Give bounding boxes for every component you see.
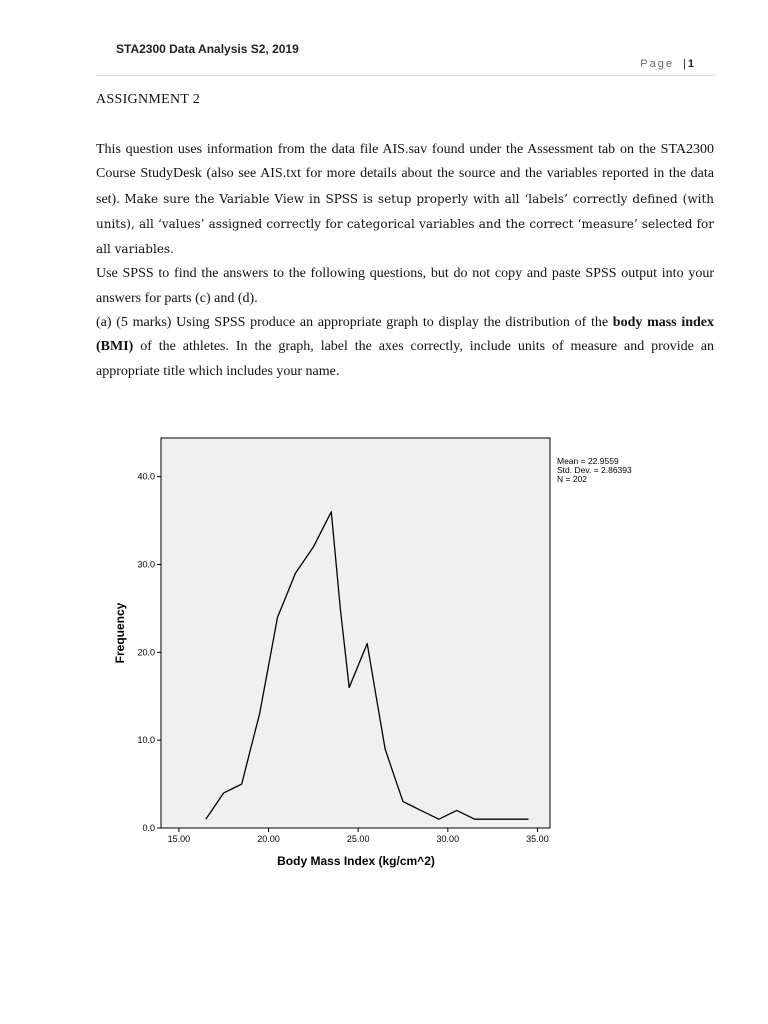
x-tick-label: 25.00 xyxy=(346,834,370,844)
stat-line: Std. Dev. = 2.86393 xyxy=(557,465,632,475)
part-a-text-end: of the athletes. In the graph, label the axes correctly, include units of measure and provide an appropriate title which includes your name. xyxy=(96,339,714,379)
page-label: Page xyxy=(640,58,674,70)
y-tick-label: 30.0 xyxy=(137,559,155,570)
instructions-text: Make sure the Variable View in SPSS is setup properly with all ‘labels’ correctly defined (with units), all ‘values’ assigned correctly for categorical variables and the correct ‘measure’ selected for all variables. xyxy=(96,191,714,257)
course-title: STA2300 Data Analysis S2, 2019 xyxy=(116,42,299,56)
y-tick-label: 20.0 xyxy=(137,647,155,658)
assignment-heading: ASSIGNMENT 2 xyxy=(96,92,201,107)
bmi-emphasis: body mass index (BMI) xyxy=(96,315,714,355)
y-tick-label: 0.0 xyxy=(142,823,155,833)
spss-instruction-paragraph: Use SPSS to find the answers to the following questions, but do not copy and paste SPSS output into your answers for parts (c) and (d). xyxy=(96,266,714,306)
stat-line: N = 202 xyxy=(557,474,588,484)
part-a-text-start: (a) (5 marks) Using SPSS produce an appropriate graph to display the distribution of the xyxy=(96,315,613,331)
plot-area xyxy=(161,438,550,828)
page-number: 1 xyxy=(687,58,696,70)
x-tick-label: 35.00 xyxy=(526,834,549,844)
y-tick-label: 40.0 xyxy=(137,471,155,482)
page-separator: | xyxy=(683,58,688,70)
intro-text: This question uses information from the data file AIS.sav found under the Assessment tab on the STA2300 Course StudyDesk (also see AIS.txt for more details about the source and the variables reported in the data set). xyxy=(96,142,714,207)
y-tick-label: 10.0 xyxy=(137,735,155,746)
x-tick-label: 20.00 xyxy=(257,834,280,844)
y-axis xyxy=(137,472,161,833)
x-tick-label: 15.00 xyxy=(167,834,191,844)
summary-stats xyxy=(557,456,632,484)
x-tick-label: 30.00 xyxy=(436,834,460,844)
stat-line: Mean = 22.9559 xyxy=(557,456,619,466)
x-axis xyxy=(168,828,549,844)
x-axis-label: Body Mass Index (kg/cm^2) xyxy=(277,854,435,868)
y-axis-label: Frequency xyxy=(113,602,127,664)
